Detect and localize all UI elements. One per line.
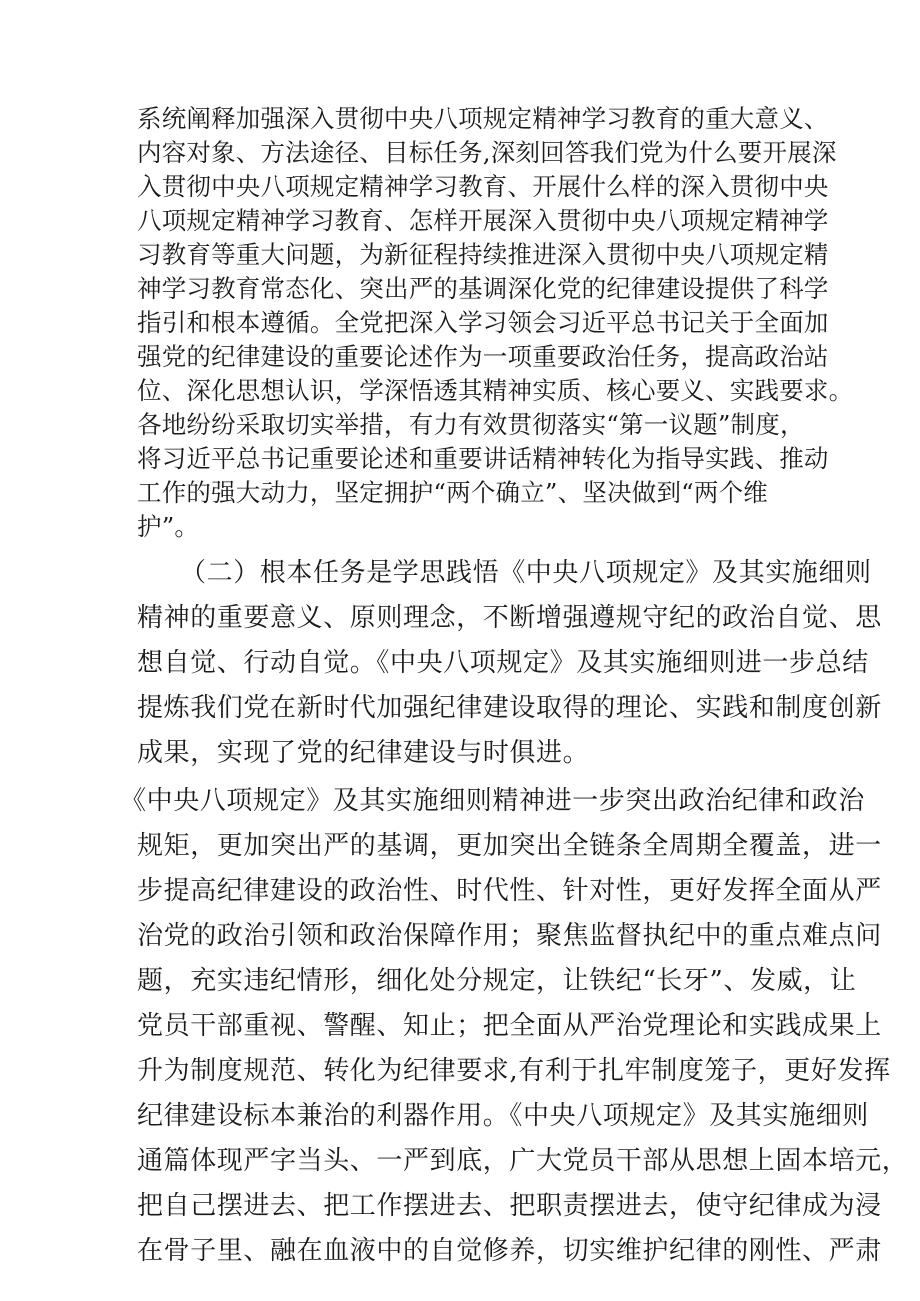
paragraph-c-line: 在骨子里、融在血液中的自觉修养，切实维护纪律的刚性、严肃 xyxy=(137,1236,882,1266)
paragraph-c-line: 规矩，更加突出严的基调，更加突出全链条全周期全覆盖，进一 xyxy=(137,831,882,861)
paragraph-a-line: 工作的强大动力，坚定拥护“两个确立”、坚决做到“两个维 xyxy=(137,478,768,507)
paragraph-a-line: 各地纷纷采取切实举措，有力有效贯彻落实“第一议题”制度， xyxy=(137,410,805,439)
paragraph-c-line: 纪律建设标本兼治的利器作用。《中央八项规定》及其实施细则 xyxy=(137,1101,869,1131)
paragraph-a-line: 系统阐释加强深入贯彻中央八项规定精神学习教育的重大意义、 xyxy=(137,104,829,133)
paragraph-a-line: 将习近平总书记重要论述和重要讲话精神转化为指导实践、推动 xyxy=(137,444,829,473)
paragraph-b-line: 精神的重要意义、原则理念，不断增强遵规守纪的政治自觉、思 xyxy=(137,603,882,633)
paragraph-c-line: 通篇体现严字当头、一严到底，广大党员干部从思想上固本培元， xyxy=(137,1146,909,1176)
paragraph-c-line: 《中央八项规定》及其实施细则精神进一步突出政治纪律和政治 xyxy=(120,786,865,816)
paragraph-c-line: 步提高纪律建设的政治性、时代性、针对性，更好发挥全面从严 xyxy=(137,876,882,906)
paragraph-c-line: 治党的政治引领和政治保障作用；聚焦监督执纪中的重点难点问 xyxy=(137,921,882,951)
section-heading-line: （二）根本任务是学思践悟《中央八项规定》及其实施细则 xyxy=(180,558,872,588)
paragraph-c-line: 升为制度规范、转化为纪律要求,有利于扎牢制度笼子，更好发挥 xyxy=(137,1056,891,1086)
paragraph-c-line: 把自己摆进去、把工作摆进去、把职责摆进去，使守纪律成为浸 xyxy=(137,1191,882,1221)
paragraph-b-line: 想自觉、行动自觉。《中央八项规定》及其实施细则进一步总结 xyxy=(137,648,869,678)
paragraph-c-line: 党员干部重视、警醒、知止；把全面从严治党理论和实践成果上 xyxy=(137,1011,882,1041)
paragraph-a-line: 护”。 xyxy=(137,512,200,541)
paragraph-a-line: 内容对象、方法途径、目标任务,深刻回答我们党为什么要开展深 xyxy=(137,138,837,167)
paragraph-a-line: 指引和根本遵循。全党把深入学习领会习近平总书记关于全面加 xyxy=(137,308,829,337)
paragraph-a-line: 强党的纪律建设的重要论述作为一项重要政治任务，提高政治站 xyxy=(137,342,829,371)
paragraph-b-line: 成果，实现了党的纪律建设与时俱进。 xyxy=(137,738,590,768)
paragraph-a-line: 神学习教育常态化、突出严的基调深化党的纪律建设提供了科学 xyxy=(137,274,829,303)
paragraph-a-line: 位、深化思想认识，学深悟透其精神实质、核心要义、实践要求。 xyxy=(137,376,854,405)
paragraph-c-line: 题，充实违纪情形，细化处分规定，让铁纪“长牙”、发威，让 xyxy=(137,966,857,996)
paragraph-a-line: 习教育等重大问题，为新征程持续推进深入贯彻中央八项规定精 xyxy=(137,240,829,269)
paragraph-b-line: 提炼我们党在新时代加强纪律建设取得的理论、实践和制度创新 xyxy=(137,693,882,723)
paragraph-a-line: 入贯彻中央八项规定精神学习教育、开展什么样的深入贯彻中央 xyxy=(137,172,829,201)
paragraph-a-line: 八项规定精神学习教育、怎样开展深入贯彻中央八项规定精神学 xyxy=(137,206,829,235)
